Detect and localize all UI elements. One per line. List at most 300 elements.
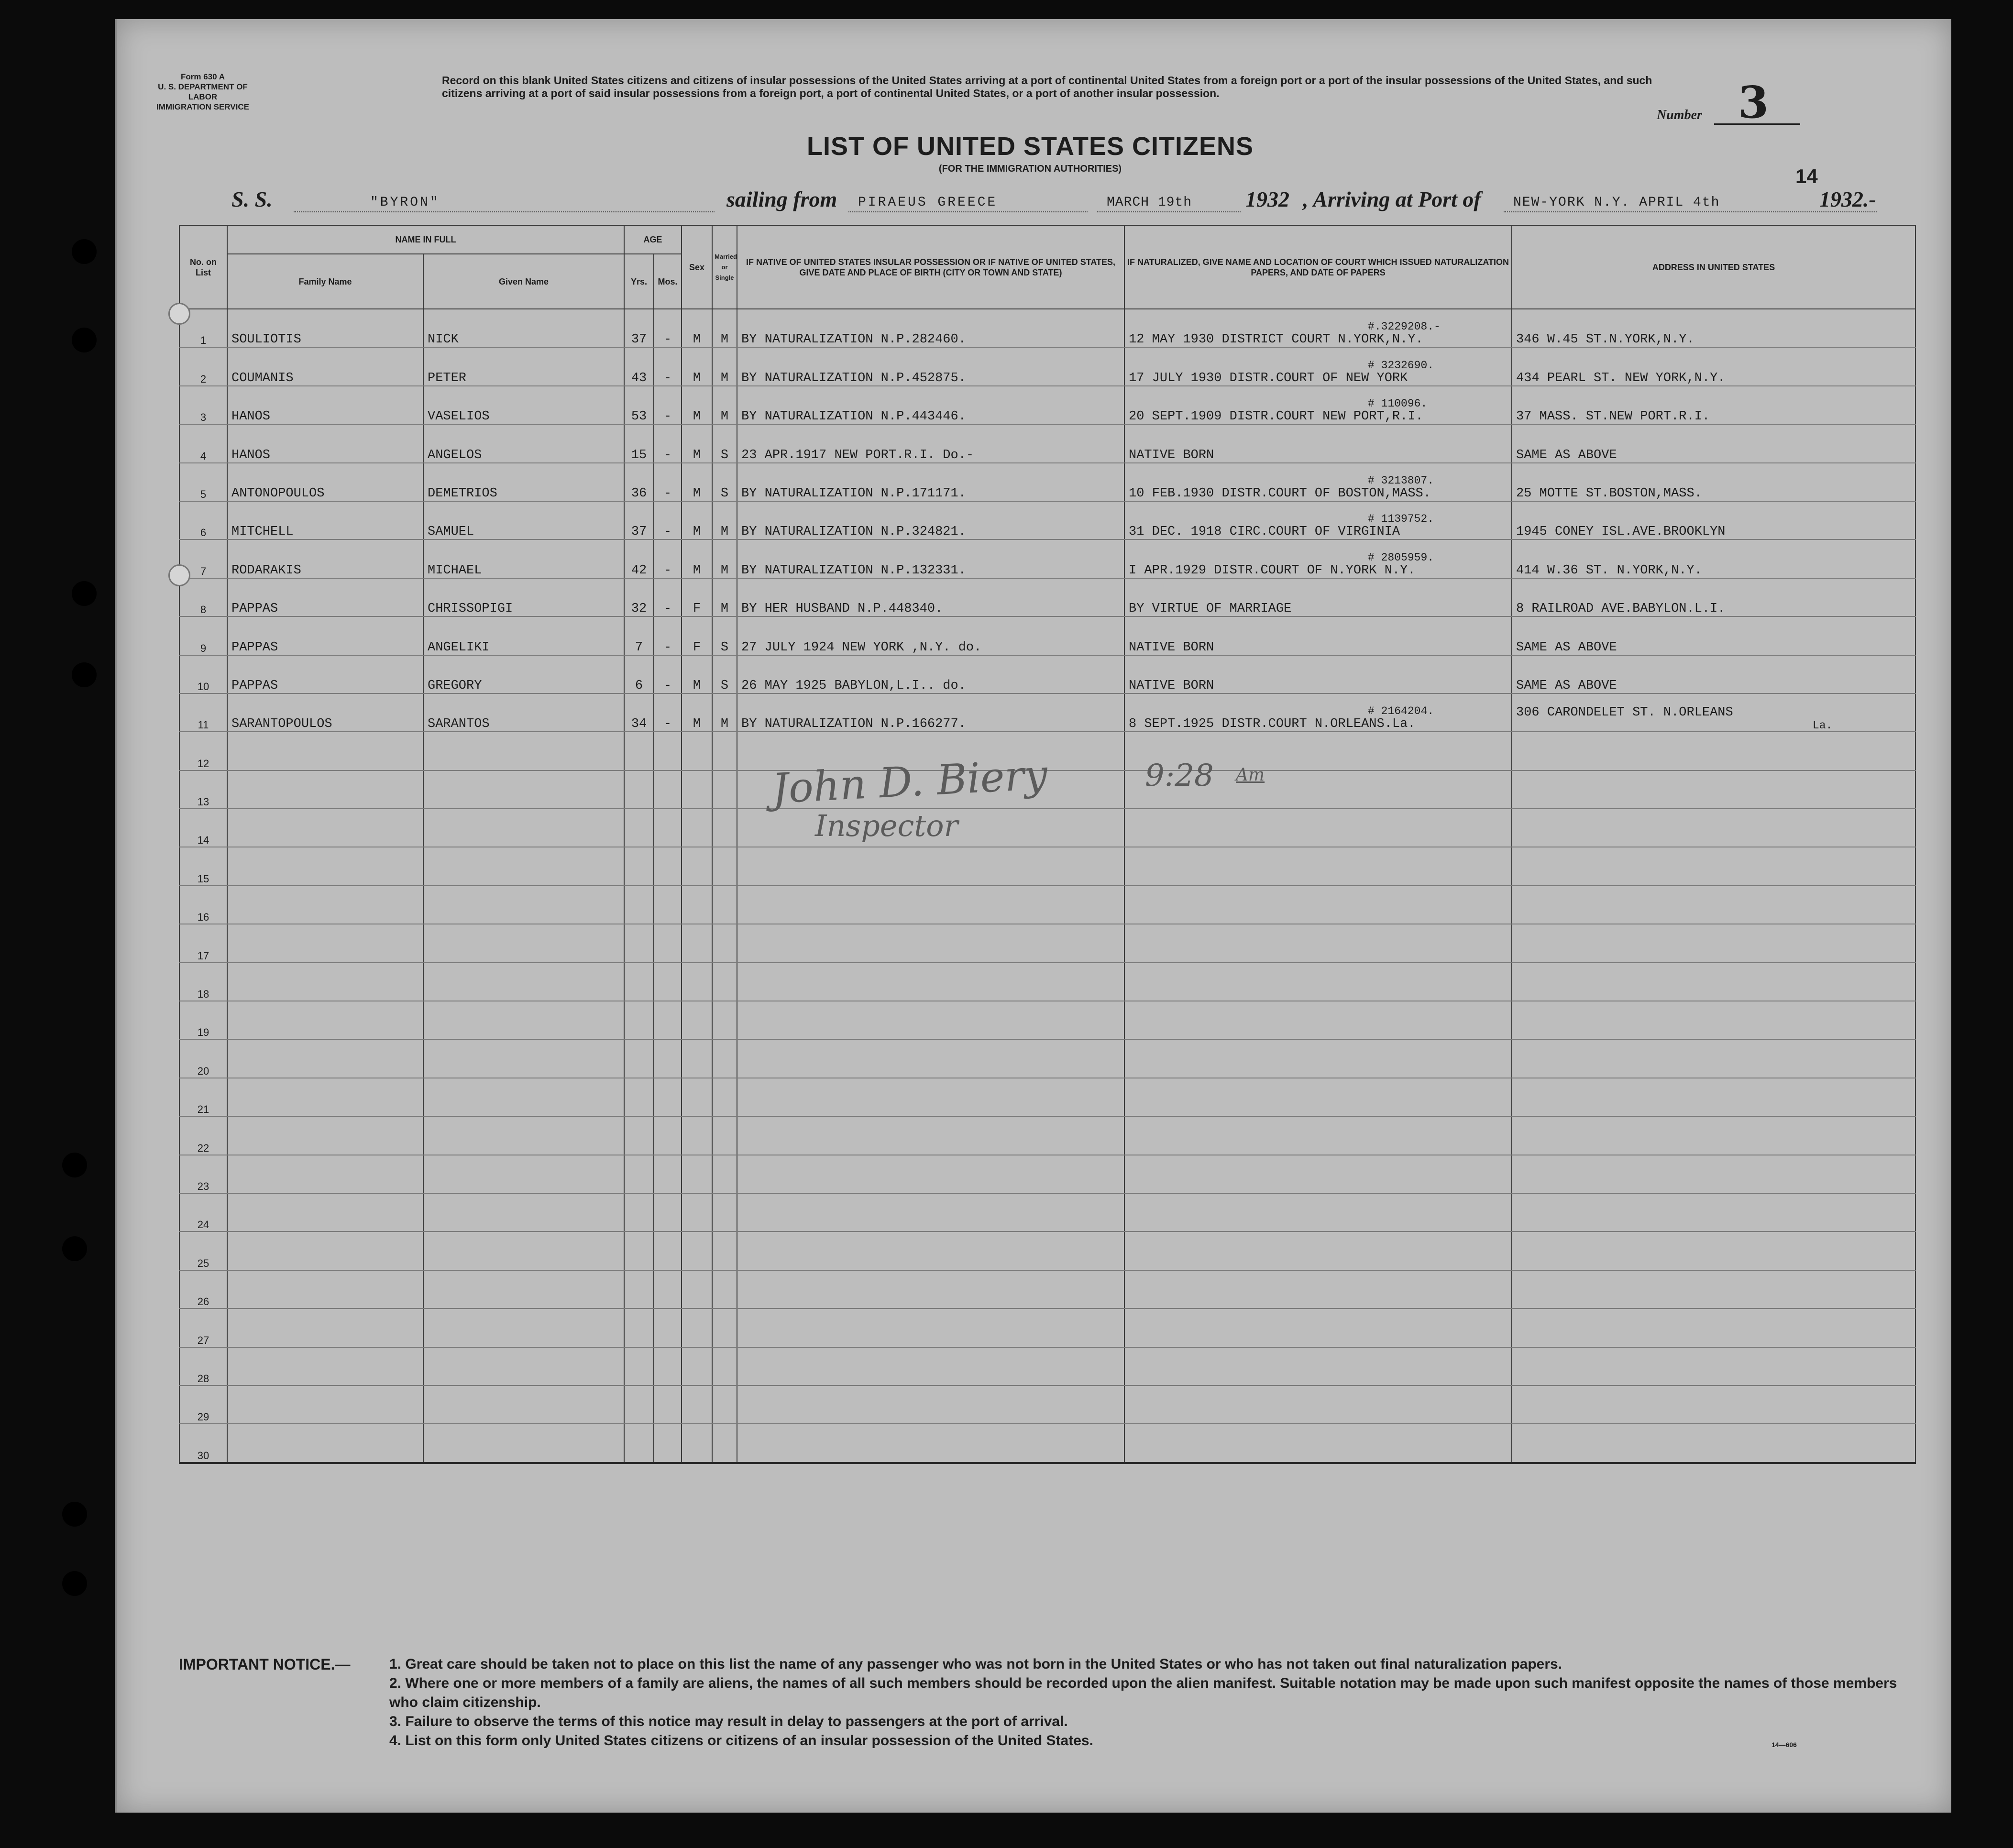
- age-months: [654, 1386, 682, 1424]
- marital-status: [712, 1347, 737, 1386]
- birth-info: [737, 1424, 1124, 1463]
- marital-status: [712, 963, 737, 1001]
- family-name-text: HANOS: [231, 448, 271, 462]
- age-months-text: -: [663, 640, 672, 655]
- binder-hole: [62, 1571, 87, 1596]
- family-name: [227, 386, 423, 424]
- row-number: [179, 732, 227, 770]
- given-name: [423, 770, 624, 809]
- depart-date: MARCH 19th: [1107, 195, 1192, 210]
- col-name-in-full: NAME IN FULL: [227, 225, 624, 254]
- given-name-text: SAMUEL: [428, 525, 474, 539]
- court-number: # 110096.: [1368, 397, 1428, 410]
- arrival-year: 1932.-: [1819, 187, 1876, 211]
- given-name: [423, 501, 624, 539]
- inspector-signature: John D. Biery: [770, 750, 1049, 814]
- family-name-text: SARANTOPOULOS: [231, 717, 332, 732]
- age-years: [624, 693, 654, 732]
- number-underline: [1714, 123, 1800, 125]
- from-port-underline: [848, 211, 1088, 212]
- age-months: [654, 1270, 682, 1309]
- age-years: [624, 1155, 654, 1193]
- age-months: [654, 309, 682, 347]
- binder-hole: [72, 328, 97, 352]
- table-row: [179, 1386, 1915, 1424]
- family-name: [227, 539, 423, 578]
- table-row: [179, 616, 1915, 655]
- us-address: [1512, 1232, 1915, 1270]
- naturalization-court: [1124, 501, 1512, 539]
- naturalization-court-text: 12 MAY 1930 DISTRICT COURT N.YORK,N.Y.: [1129, 332, 1423, 347]
- row-number-text: 4: [200, 450, 207, 462]
- birth-info-text: BY NATURALIZATION N.P.452875.: [741, 371, 966, 385]
- family-name: [227, 309, 423, 347]
- naturalization-court: [1124, 1386, 1512, 1424]
- age-months-text: -: [663, 525, 672, 539]
- row-number-text: 29: [197, 1411, 209, 1423]
- naturalization-court: [1124, 1155, 1512, 1193]
- age-years: [624, 501, 654, 539]
- row-number-text: 14: [197, 834, 209, 847]
- birth-info-text: BY NATURALIZATION N.P.166277.: [741, 717, 966, 732]
- naturalization-court: [1124, 1232, 1512, 1270]
- age-months: [654, 1309, 682, 1347]
- given-name: [423, 1347, 624, 1386]
- us-address-text: 346 W.45 ST.N.YORK,N.Y.: [1516, 332, 1694, 347]
- row-number: [179, 1347, 227, 1386]
- given-name: [423, 1270, 624, 1309]
- row-number-text: 23: [197, 1180, 209, 1192]
- family-name: [227, 1116, 423, 1155]
- naturalization-court: [1124, 655, 1512, 693]
- sex-text: M: [693, 371, 701, 385]
- us-address: [1512, 732, 1915, 770]
- family-name: [227, 847, 423, 885]
- naturalization-court: [1124, 1039, 1512, 1078]
- sex: [682, 386, 712, 424]
- court-number: # 3213807.: [1368, 474, 1434, 487]
- given-name-text: GREGORY: [428, 678, 482, 693]
- row-number: [179, 1078, 227, 1116]
- sex: [682, 1001, 712, 1039]
- naturalization-court: [1124, 1193, 1512, 1232]
- us-address-text: 8 RAILROAD AVE.BABYLON.L.I.: [1516, 602, 1726, 616]
- naturalization-court: [1124, 886, 1512, 924]
- given-name: [423, 1193, 624, 1232]
- naturalization-court-text: NATIVE BORN: [1129, 678, 1214, 693]
- page-subtitle: (FOR THE IMMIGRATION AUTHORITIES): [938, 164, 1122, 174]
- age-months: [654, 1116, 682, 1155]
- arrival-port: NEW-YORK N.Y. APRIL 4th: [1513, 195, 1720, 210]
- age-years: [624, 1347, 654, 1386]
- given-name: [423, 693, 624, 732]
- given-name: [423, 1039, 624, 1078]
- naturalization-court: [1124, 1347, 1512, 1386]
- notice-item: 2. Where one or more members of a family are aliens, the names of all such members should be recorded upon the alien manifest. Suitable notation may be made upon such manifest opposite the names of those members who claim citizenship.: [389, 1675, 1897, 1710]
- birth-info: [737, 924, 1124, 962]
- age-months: [654, 732, 682, 770]
- family-name: [227, 1193, 423, 1232]
- birth-info: [737, 693, 1124, 732]
- us-address: [1512, 809, 1915, 847]
- us-address: [1512, 1386, 1915, 1424]
- naturalization-court: [1124, 386, 1512, 424]
- notice-item: 4. List on this form only United States citizens or citizens of an insular possession of the United States.: [389, 1733, 1093, 1749]
- department: U. S. DEPARTMENT OF LABOR: [158, 82, 248, 101]
- age-months: [654, 655, 682, 693]
- sex: [682, 1078, 712, 1116]
- us-address: [1512, 655, 1915, 693]
- marital-status-text: M: [720, 371, 729, 385]
- marital-status: [712, 501, 737, 539]
- marital-status: [712, 770, 737, 809]
- age-months: [654, 963, 682, 1001]
- sex: [682, 578, 712, 616]
- arriving-label: , Arriving at Port of: [1303, 187, 1481, 211]
- age-years: [624, 963, 654, 1001]
- row-number-text: 17: [197, 949, 209, 962]
- court-number: # 2805959.: [1368, 551, 1434, 564]
- age-years: [624, 424, 654, 462]
- given-name: [423, 1001, 624, 1039]
- us-address-text: 306 CARONDELET ST. N.ORLEANS: [1516, 705, 1733, 720]
- family-name-text: PAPPAS: [231, 602, 278, 616]
- us-address-text: SAME AS ABOVE: [1516, 678, 1617, 693]
- birth-info: [737, 578, 1124, 616]
- naturalization-court: [1124, 693, 1512, 732]
- sex: [682, 847, 712, 885]
- naturalization-court: [1124, 1270, 1512, 1309]
- row-number: [179, 424, 227, 462]
- us-address: [1512, 1424, 1915, 1463]
- marital-status: [712, 578, 737, 616]
- given-name: [423, 1232, 624, 1270]
- us-address: [1512, 309, 1915, 347]
- us-address: [1512, 1193, 1915, 1232]
- sex: [682, 616, 712, 655]
- marital-status: [712, 886, 737, 924]
- sex: [682, 1309, 712, 1347]
- court-number: # 1139752.: [1368, 513, 1434, 526]
- marital-status: [712, 616, 737, 655]
- us-address: [1512, 1116, 1915, 1155]
- row-number: [179, 1424, 227, 1463]
- age-months: [654, 424, 682, 462]
- manifest-sheet: [115, 19, 1951, 1813]
- age-years: [624, 655, 654, 693]
- sex: [682, 693, 712, 732]
- age-years: [624, 770, 654, 809]
- family-name: [227, 1424, 423, 1463]
- age-years: [624, 809, 654, 847]
- sex: [682, 1386, 712, 1424]
- row-number: [179, 1270, 227, 1309]
- court-number: #.3229208.-: [1368, 320, 1441, 333]
- us-address: [1512, 770, 1915, 809]
- us-address: [1512, 616, 1915, 655]
- given-name: [423, 886, 624, 924]
- row-number: [179, 501, 227, 539]
- row-number-text: 6: [200, 527, 207, 539]
- table-row: [179, 347, 1915, 385]
- row-number-text: 19: [197, 1026, 209, 1039]
- row-number: [179, 386, 227, 424]
- row-number-text: 11: [198, 719, 209, 731]
- age-months: [654, 1347, 682, 1386]
- family-name: [227, 809, 423, 847]
- birth-info: [737, 1193, 1124, 1232]
- us-address: [1512, 1078, 1915, 1116]
- given-name: [423, 963, 624, 1001]
- row-number-text: 24: [197, 1219, 209, 1231]
- birth-info: [737, 424, 1124, 462]
- age-years: [624, 539, 654, 578]
- list-number: 3: [1738, 77, 1769, 128]
- birth-info: [737, 616, 1124, 655]
- depart-year: 1932: [1245, 187, 1289, 211]
- naturalization-court-text: 20 SEPT.1909 DISTR.COURT NEW PORT,R.I.: [1129, 409, 1423, 424]
- given-name: [423, 847, 624, 885]
- marital-status: [712, 1078, 737, 1116]
- naturalization-court: [1124, 1309, 1512, 1347]
- age-years: [624, 1001, 654, 1039]
- binder-hole: [62, 1153, 87, 1177]
- naturalization-court: [1124, 309, 1512, 347]
- row-number-text: 7: [200, 565, 207, 577]
- age-months-text: -: [663, 332, 672, 347]
- sex: [682, 501, 712, 539]
- sex: [682, 1232, 712, 1270]
- row-number: [179, 347, 227, 385]
- row-number-text: 10: [197, 680, 209, 693]
- us-address-text: 25 MOTTE ST.BOSTON,MASS.: [1516, 486, 1702, 501]
- row-number-text: 8: [200, 604, 207, 616]
- given-name: [423, 424, 624, 462]
- binder-hole: [62, 1502, 87, 1527]
- given-name: [423, 386, 624, 424]
- row-number: [179, 809, 227, 847]
- naturalization-court-text: 10 FEB.1930 DISTR.COURT OF BOSTON,MASS.: [1129, 486, 1431, 501]
- ship-name: "BYRON": [370, 195, 440, 210]
- naturalization-court: [1124, 847, 1512, 885]
- age-years: [624, 1039, 654, 1078]
- marital-status: [712, 1309, 737, 1347]
- row-number-text: 3: [200, 411, 207, 424]
- age-months: [654, 1078, 682, 1116]
- marital-status-text: S: [720, 486, 729, 501]
- family-name: [227, 1386, 423, 1424]
- given-name: [423, 1386, 624, 1424]
- marital-status-text: S: [720, 448, 729, 462]
- sex: [682, 1424, 712, 1463]
- birth-info: [737, 963, 1124, 1001]
- family-name-text: PAPPAS: [231, 678, 278, 693]
- age-years-text: 53: [631, 409, 647, 424]
- us-address-text: 434 PEARL ST. NEW YORK,N.Y.: [1516, 371, 1726, 385]
- age-months-text: -: [663, 448, 672, 462]
- naturalization-court-text: NATIVE BORN: [1129, 640, 1214, 655]
- family-name: [227, 770, 423, 809]
- table-row: [179, 655, 1915, 693]
- marital-status-text: M: [720, 717, 729, 732]
- age-months: [654, 1039, 682, 1078]
- inspection-time: 9:28: [1145, 758, 1214, 793]
- col-address: ADDRESS IN UNITED STATES: [1512, 225, 1915, 309]
- row-number: [179, 1386, 227, 1424]
- table-row: [179, 1078, 1915, 1116]
- age-years: [624, 463, 654, 501]
- table-row: [179, 963, 1915, 1001]
- family-name: [227, 463, 423, 501]
- row-number: [179, 1039, 227, 1078]
- birth-info-text: BY HER HUSBAND N.P.448340.: [741, 602, 943, 616]
- us-address-text: SAME AS ABOVE: [1516, 448, 1617, 462]
- given-name: [423, 1309, 624, 1347]
- us-address: [1512, 1347, 1915, 1386]
- marital-status: [712, 1270, 737, 1309]
- naturalization-court-text: BY VIRTUE OF MARRIAGE: [1129, 602, 1292, 616]
- sex: [682, 809, 712, 847]
- row-number: [179, 963, 227, 1001]
- birth-info: [737, 1039, 1124, 1078]
- table-row: [179, 1193, 1915, 1232]
- binder-hole: [72, 239, 97, 264]
- given-name: [423, 1078, 624, 1116]
- age-years: [624, 732, 654, 770]
- age-years-text: 42: [631, 563, 647, 578]
- col-no: No. on List: [179, 225, 227, 309]
- age-months-text: -: [663, 371, 672, 385]
- age-months-text: -: [663, 563, 672, 578]
- age-years: [624, 309, 654, 347]
- birth-info: [737, 386, 1124, 424]
- sex: [682, 463, 712, 501]
- given-name: [423, 347, 624, 385]
- sex-text: M: [693, 486, 701, 501]
- binder-hole: [62, 1236, 87, 1261]
- age-months: [654, 770, 682, 809]
- birth-info: [737, 655, 1124, 693]
- age-months: [654, 539, 682, 578]
- ss-label: S. S.: [231, 187, 273, 211]
- naturalization-court: [1124, 616, 1512, 655]
- age-months: [654, 501, 682, 539]
- naturalization-court: [1124, 539, 1512, 578]
- birth-info-text: 26 MAY 1925 BABYLON,L.I.. do.: [741, 678, 966, 693]
- row-number-text: 18: [197, 988, 209, 1001]
- birth-info: [737, 847, 1124, 885]
- marital-status: [712, 386, 737, 424]
- us-address-text: 37 MASS. ST.NEW PORT.R.I.: [1516, 409, 1710, 424]
- age-months-text: -: [663, 486, 672, 501]
- family-name: [227, 655, 423, 693]
- row-number-text: 2: [200, 373, 207, 385]
- marital-status-text: M: [720, 409, 729, 424]
- birth-info-text: BY NATURALIZATION N.P.443446.: [741, 409, 966, 424]
- depart-date-underline: [1097, 211, 1241, 212]
- marital-status: [712, 1386, 737, 1424]
- given-name: [423, 732, 624, 770]
- age-months: [654, 693, 682, 732]
- given-name: [423, 463, 624, 501]
- us-address: [1512, 501, 1915, 539]
- table-row: [179, 1347, 1915, 1386]
- row-number: [179, 924, 227, 962]
- age-years: [624, 386, 654, 424]
- birth-info: [737, 1270, 1124, 1309]
- sex: [682, 1116, 712, 1155]
- service: IMMIGRATION SERVICE: [156, 102, 249, 111]
- age-months: [654, 463, 682, 501]
- birth-info: [737, 501, 1124, 539]
- age-months: [654, 924, 682, 962]
- row-number-text: 30: [197, 1449, 209, 1462]
- birth-info: [737, 1116, 1124, 1155]
- given-name-text: CHRISSOPIGI: [428, 602, 513, 616]
- marital-status: [712, 655, 737, 693]
- col-mos: Mos.: [654, 254, 682, 309]
- court-number: # 2164204.: [1368, 705, 1434, 718]
- sex: [682, 732, 712, 770]
- table-row: [179, 1039, 1915, 1078]
- table-row: [179, 1232, 1915, 1270]
- row-number: [179, 1232, 227, 1270]
- age-months: [654, 1232, 682, 1270]
- birth-info: [737, 539, 1124, 578]
- naturalization-court-text: 8 SEPT.1925 DISTR.COURT N.ORLEANS.La.: [1129, 717, 1416, 732]
- given-name: [423, 655, 624, 693]
- marital-status: [712, 424, 737, 462]
- sex-text: M: [693, 678, 701, 693]
- sex: [682, 1155, 712, 1193]
- table-row: [179, 693, 1915, 732]
- row-number-text: 9: [200, 642, 207, 654]
- marital-status: [712, 1001, 737, 1039]
- us-address: [1512, 1270, 1915, 1309]
- binder-hole: [72, 662, 97, 687]
- birth-info: [737, 886, 1124, 924]
- sex-text: F: [693, 602, 701, 616]
- sex-text: M: [693, 563, 701, 578]
- marital-status: [712, 693, 737, 732]
- given-name: [423, 309, 624, 347]
- age-years-text: 7: [635, 640, 643, 655]
- sex: [682, 1270, 712, 1309]
- birth-info-text: 27 JULY 1924 NEW YORK ,N.Y. do.: [741, 640, 982, 655]
- table-row: [179, 1116, 1915, 1155]
- number-label: Number: [1657, 108, 1702, 122]
- table-row: [179, 732, 1915, 770]
- address-line-2: La.: [1813, 719, 1833, 732]
- age-years-text: 15: [631, 448, 647, 462]
- age-years-text: 34: [631, 717, 647, 732]
- marital-status: [712, 924, 737, 962]
- sex: [682, 963, 712, 1001]
- age-years: [624, 924, 654, 962]
- age-years: [624, 1193, 654, 1232]
- table-row: [179, 309, 1915, 347]
- naturalization-court-text: 17 JULY 1930 DISTR.COURT OF NEW YORK: [1129, 371, 1408, 385]
- table-row: [179, 463, 1915, 501]
- sex-text: M: [693, 525, 701, 539]
- age-years: [624, 847, 654, 885]
- row-number: [179, 1309, 227, 1347]
- age-months: [654, 386, 682, 424]
- age-years: [624, 347, 654, 385]
- age-months: [654, 1193, 682, 1232]
- row-number: [179, 770, 227, 809]
- naturalization-court-text: 31 DEC. 1918 CIRC.COURT OF VIRGINIA: [1129, 525, 1400, 539]
